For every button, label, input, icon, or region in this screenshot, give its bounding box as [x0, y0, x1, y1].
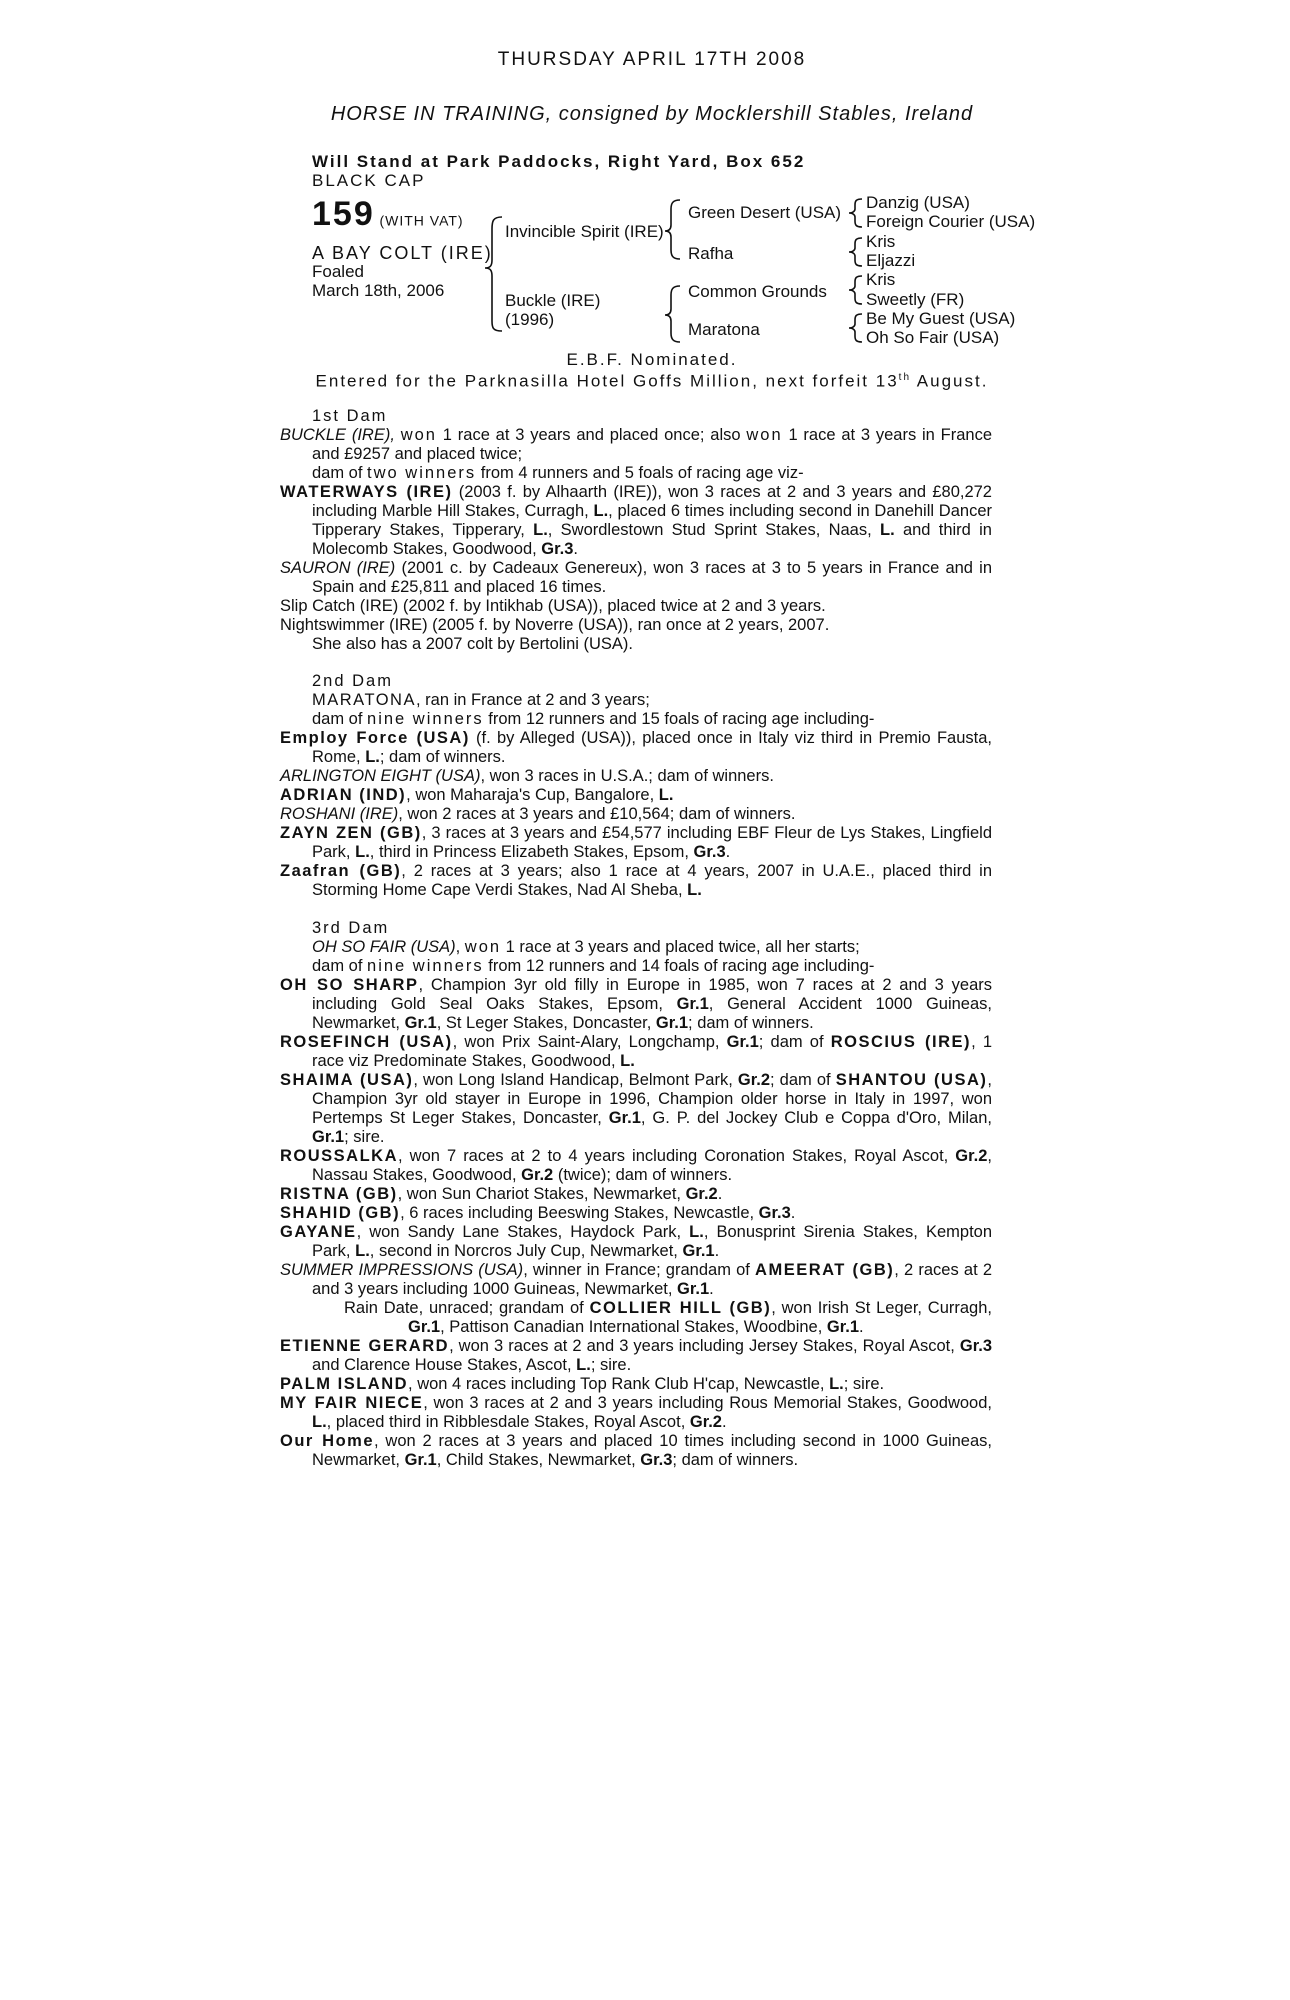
third-dam-produce: dam of nine winners from 12 runners and 14 foals of racing age including- — [312, 957, 875, 975]
stand-location: Will Stand at Park Paddocks, Right Yard, Box 652 — [312, 152, 806, 171]
lot-number: 159 — [312, 195, 375, 233]
third-dam-foal-13: Our Home, won 2 races at 3 years and placed 10 times including second in 1000 Guineas, Newmarket, Gr.1, Child Stakes, Newmarket, Gr.3; dam of winners. — [280, 1432, 992, 1469]
third-dam-section — [280, 919, 993, 1470]
foaled-label: Foaled — [312, 262, 364, 281]
horse-description: A BAY COLT (IRE) — [312, 243, 493, 263]
pedigree-sire: Invincible Spirit (IRE) — [505, 222, 664, 241]
pedigree-gg-8: Oh So Fair (USA) — [866, 328, 1000, 347]
third-dam-foal-6: SHAHID (GB), 6 races including Beeswing Stakes, Newcastle, Gr.3. — [280, 1204, 796, 1222]
pedigree-gg-5: Kris — [866, 270, 896, 289]
consignment-line: HORSE IN TRAINING, consigned by Mocklershill Stables, Ireland — [330, 103, 974, 125]
first-dam-foal-4: Nightswimmer (IRE) (2005 f. by Noverre (USA)), ran once at 2 years, 2007. — [280, 616, 830, 634]
first-dam-section — [280, 407, 992, 654]
pedigree-gg-2: Foreign Courier (USA) — [866, 212, 1036, 231]
first-dam-record: BUCKLE (IRE), won 1 race at 3 years and placed once; also won 1 race at 3 years in France and £9257 and placed twice; — [280, 426, 992, 463]
third-dam-foal-11: PALM ISLAND, won 4 races including Top Rank Club H'cap, Newcastle, L.; sire. — [280, 1375, 885, 1393]
pedigree-sire-dam: Rafha — [688, 244, 734, 263]
third-dam-foal-8: SUMMER IMPRESSIONS (USA), winner in France; grandam of AMEERAT (GB), 2 races at 2 and 3 years including 1000 Guineas, Newmarket, Gr.1. — [280, 1261, 992, 1298]
third-dam-foal-4: ROUSSALKA, won 7 races at 2 to 4 years including Coronation Stakes, Royal Ascot, Gr.2, Nassau Stakes, Goodwood, Gr.2 (twice); dam of winners. — [280, 1147, 992, 1184]
pedigree-dam-year: (1996) — [505, 310, 555, 329]
pedigree-gg-3: Kris — [866, 232, 896, 251]
third-dam-foal-7: GAYANE, won Sandy Lane Stakes, Haydock Park, L., Bonusprint Sirenia Stakes, Kempton Park, L., second in Norcros July Cup, Newmarket, Gr.1. — [280, 1223, 993, 1260]
first-dam-foal-2: SAURON (IRE) (2001 c. by Cadeaux Genereux), won 3 races at 3 to 5 years in France and in Spain and £25,811 and placed 16 times. — [280, 559, 992, 596]
pedigree-gg-1: Danzig (USA) — [866, 193, 970, 212]
sale-date: THURSDAY APRIL 17TH 2008 — [497, 49, 807, 70]
pedigree-braces — [0, 0, 1290, 360]
pedigree-gg-7: Be My Guest (USA) — [866, 309, 1016, 328]
pedigree-dam-sire: Common Grounds — [688, 282, 827, 301]
second-dam-foal-6: Zaafran (GB), 2 races at 3 years; also 1 race at 4 years, 2007 in U.A.E., placed third in Storming Home Cape Verdi Stakes, Nad Al Sheba, L. — [280, 862, 992, 899]
third-dam-foal-1: OH SO SHARP, Champion 3yr old filly in Europe in 1985, won 7 races at 2 and 3 years including Gold Seal Oaks Stakes, Epsom, Gr.1, General Accident 1000 Guineas, Newmarket, Gr.1, St Leger Stakes, Doncaster, Gr.1; dam of winners. — [280, 976, 992, 1032]
pedigree-dam-dam: Maratona — [688, 320, 760, 339]
first-dam-heading: 1st Dam — [312, 407, 388, 425]
cap-colour: BLACK CAP — [312, 171, 426, 190]
second-dam-foal-3: ADRIAN (IND), won Maharaja's Cup, Bangalore, L. — [280, 786, 674, 804]
third-dam-foal-9: Rain Date, unraced; grandam of COLLIER HILL (GB), won Irish St Leger, Curragh, Gr.1, Pattison Canadian International Stakes, Woodbine, Gr.1. — [344, 1299, 992, 1336]
pedigree-gg-4: Eljazzi — [866, 251, 916, 270]
second-dam-record: MARATONA, ran in France at 2 and 3 years; — [312, 691, 650, 709]
first-dam-also: She also has a 2007 colt by Bertolini (USA). — [312, 635, 634, 653]
third-dam-foal-3: SHAIMA (USA), won Long Island Handicap, Belmont Park, Gr.2; dam of SHANTOU (USA), Champion 3yr old stayer in Europe in 1996, Champion older horse in Italy in 1997, won Pertemps St Leger Stakes, Doncaster, Gr.1, G. P. del Jockey Club e Coppa d'Oro, Milan, Gr.1; sire. — [280, 1071, 992, 1146]
entry-note-sup: th — [898, 372, 912, 383]
entry-note-end: August. — [911, 371, 989, 391]
entry-note — [312, 368, 992, 392]
second-dam-foal-4: ROSHANI (IRE), won 2 races at 3 years and £10,564; dam of winners. — [280, 805, 796, 823]
first-dam-foal-3: Slip Catch (IRE) (2002 f. by Intikhab (USA)), placed twice at 2 and 3 years. — [280, 597, 826, 615]
third-dam-record: OH SO FAIR (USA), won 1 race at 3 years and placed twice, all her starts; — [312, 938, 860, 956]
entry-note-text: Entered for the Parknasilla Hotel Goffs Million, next forfeit 13 — [315, 371, 899, 391]
second-dam-foal-2: ARLINGTON EIGHT (USA), won 3 races in U.S.A.; dam of winners. — [280, 767, 774, 785]
pedigree-gg-6: Sweetly (FR) — [866, 290, 965, 309]
first-dam-produce: dam of two winners from 4 runners and 5 foals of racing age viz- — [312, 464, 804, 482]
pedigree-dam: Buckle (IRE) — [505, 291, 601, 310]
third-dam-foal-5: RISTNA (GB), won Sun Chariot Stakes, Newmarket, Gr.2. — [280, 1185, 723, 1203]
vat-note: (WITH VAT) — [379, 212, 464, 229]
second-dam-foal-5: ZAYN ZEN (GB), 3 races at 3 years and £54,577 including EBF Fleur de Lys Stakes, Lingfield Park, L., third in Princess Elizabeth Stakes, Epsom, Gr.3. — [280, 824, 993, 861]
third-dam-foal-12: MY FAIR NIECE, won 3 races at 2 and 3 years including Rous Memorial Stakes, Goodwood, L., placed third in Ribblesdale Stakes, Royal Ascot, Gr.2. — [280, 1394, 992, 1431]
second-dam-produce: dam of nine winners from 12 runners and 15 foals of racing age including- — [312, 710, 875, 728]
second-dam-foal-1: Employ Force (USA) (f. by Alleged (USA)), placed once in Italy viz third in Premio Fausta, Rome, L.; dam of winners. — [280, 729, 992, 766]
third-dam-foal-2: ROSEFINCH (USA), won Prix Saint-Alary, Longchamp, Gr.1; dam of ROSCIUS (IRE), 1 race viz Predominate Stakes, Goodwood, L. — [280, 1033, 992, 1070]
ebf-note: E.B.F. Nominated. — [566, 350, 738, 369]
foaled-date: March 18th, 2006 — [312, 281, 445, 300]
third-dam-foal-10: ETIENNE GERARD, won 3 races at 2 and 3 years including Jersey Stakes, Royal Ascot, Gr.3 and Clarence House Stakes, Ascot, L.; sire. — [280, 1337, 992, 1374]
third-dam-heading: 3rd Dam — [312, 919, 390, 937]
first-dam-foal-1: WATERWAYS (IRE) (2003 f. by Alhaarth (IRE)), won 3 races at 2 and 3 years and £80,272 including Marble Hill Stakes, Curragh, L., placed 6 times including second in Danehill Dancer Tipperary Stakes, Tipperary, L., Swordlestown Stud Sprint Stakes, Naas, L. and third in Molecomb Stakes, Goodwood, Gr.3. — [280, 483, 992, 558]
second-dam-heading: 2nd Dam — [312, 672, 393, 690]
pedigree-sire-sire: Green Desert (USA) — [688, 203, 842, 222]
second-dam-section — [280, 672, 993, 900]
